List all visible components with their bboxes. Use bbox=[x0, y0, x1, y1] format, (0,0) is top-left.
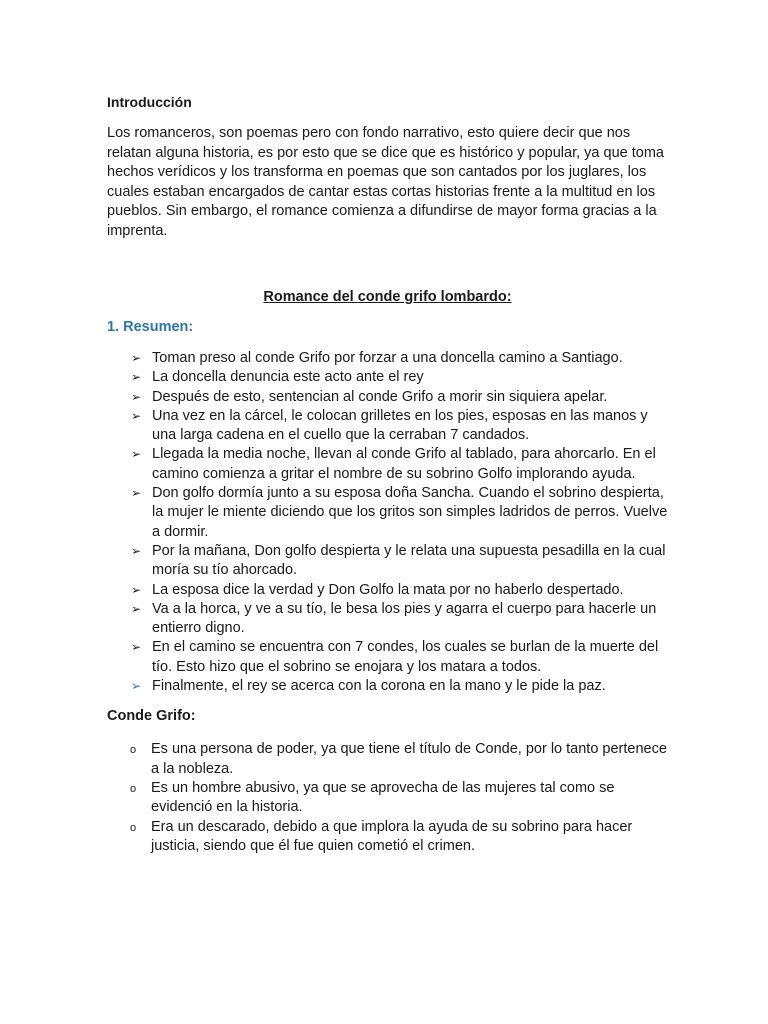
list-item bbox=[107, 677, 668, 696]
list-item-text: Es un hombre abusivo, ya que se aprovecha de las mujeres tal como se evidenció en la historia. bbox=[151, 779, 615, 816]
arrow-bullet-icon: ➢ bbox=[131, 389, 142, 404]
list-item-text: Don golfo dormía junto a su esposa doña Sancha. Cuando el sobrino despierta, la mujer le miente diciendo que los gritos son simples ladridos de perros. Vuelve a dormir. bbox=[152, 485, 668, 540]
list-item bbox=[107, 407, 668, 446]
list-item bbox=[107, 779, 668, 818]
list-item-text: Después de esto, sentencian al conde Grifo a morir sin siquiera apelar. bbox=[152, 388, 608, 405]
list-item-text: Llegada la media noche, llevan al conde Grifo al tablado, para ahorcarlo. En el camino comienza a gritar el nombre de su sobrino Golfo implorando ayuda. bbox=[152, 446, 656, 482]
list-item bbox=[107, 740, 668, 779]
arrow-bullet-icon: ➢ bbox=[131, 351, 142, 365]
circle-bullet-icon: o bbox=[130, 744, 137, 757]
circle-bullet-icon: o bbox=[130, 782, 137, 795]
intro-paragraph: Los romanceros, son poemas pero con fondo narrativo, esto quiere decir que nos relatan alguna historia, es por esto que se dice que es histórico y popular, ya que toma hechos verídicos y los transforma en poemas que son cantados por los juglares, los cuales estaban encargados de cantar estas cortas historias frente a la multitud en los pueblos. Sin embargo, el romance comienza a difundirse de mayor forma gracias a la imprenta. bbox=[107, 125, 664, 239]
list-item bbox=[107, 349, 668, 368]
conde-grifo-heading: Conde Grifo: bbox=[107, 708, 196, 725]
list-item bbox=[107, 388, 668, 407]
list-item-text: Una vez en la cárcel, le colocan grilletes en los pies, esposas en las manos y una larga cadena en el cuello que la cerraban 7 candados. bbox=[152, 407, 648, 444]
list-item bbox=[107, 368, 668, 387]
arrow-bullet-icon: ➢ bbox=[131, 447, 142, 462]
list-item-text: Era un descarado, debido a que implora la ayuda de su sobrino para hacer justicia, siendo que él fue quien cometió el crimen. bbox=[151, 818, 633, 854]
arrow-bullet-icon: ➢ bbox=[131, 543, 142, 558]
romance-title: Romance del conde grifo lombardo: bbox=[263, 289, 512, 305]
list-item bbox=[107, 581, 668, 600]
list-item-text: Finalmente, el rey se acerca con la corona en la mano y le pide la paz. bbox=[152, 678, 606, 695]
list-item-text: Es una persona de poder, ya que tiene el título de Conde, por lo tanto pertenece a la nobleza. bbox=[151, 741, 667, 777]
arrow-bullet-icon: ➢ bbox=[131, 601, 142, 616]
list-item bbox=[107, 484, 668, 542]
list-item bbox=[107, 445, 668, 484]
circle-bullet-icon: o bbox=[130, 821, 137, 834]
arrow-bullet-icon: ➢ bbox=[131, 370, 142, 385]
arrow-bullet-icon: ➢ bbox=[131, 408, 142, 423]
list-item-text: La esposa dice la verdad y Don Golfo la mata por no haberlo despertado. bbox=[152, 581, 624, 598]
arrow-bullet-icon: ➢ bbox=[131, 640, 142, 655]
arrow-bullet-icon: ➢ bbox=[131, 679, 142, 694]
conde-traits-list bbox=[107, 740, 668, 856]
summary-section-label: 1. Resumen: bbox=[107, 319, 194, 335]
list-item-text: En el camino se encuentra con 7 condes, los cuales se burlan de la muerte del tío. Esto hizo que el sobrino se enojara y los matara a todos. bbox=[152, 639, 659, 675]
summary-list bbox=[107, 349, 668, 696]
list-item-text: Por la mañana, Don golfo despierta y le relata una supuesta pesadilla en la cual moría su tío ahorcado. bbox=[152, 542, 666, 579]
list-item bbox=[107, 818, 668, 857]
arrow-bullet-icon: ➢ bbox=[131, 486, 142, 501]
arrow-bullet-icon: ➢ bbox=[131, 582, 142, 597]
list-item-text: Va a la horca, y ve a su tío, le besa los pies y agarra el cuerpo para hacerle un entierro digno. bbox=[152, 600, 657, 637]
list-item bbox=[107, 600, 668, 639]
list-item-text: Toman preso al conde Grifo por forzar a una doncella camino a Santiago. bbox=[152, 350, 623, 366]
intro-heading: Introducción bbox=[107, 94, 192, 110]
list-item bbox=[107, 542, 668, 581]
list-item-text: La doncella denuncia este acto ante el rey bbox=[152, 369, 424, 386]
list-item bbox=[107, 638, 668, 677]
